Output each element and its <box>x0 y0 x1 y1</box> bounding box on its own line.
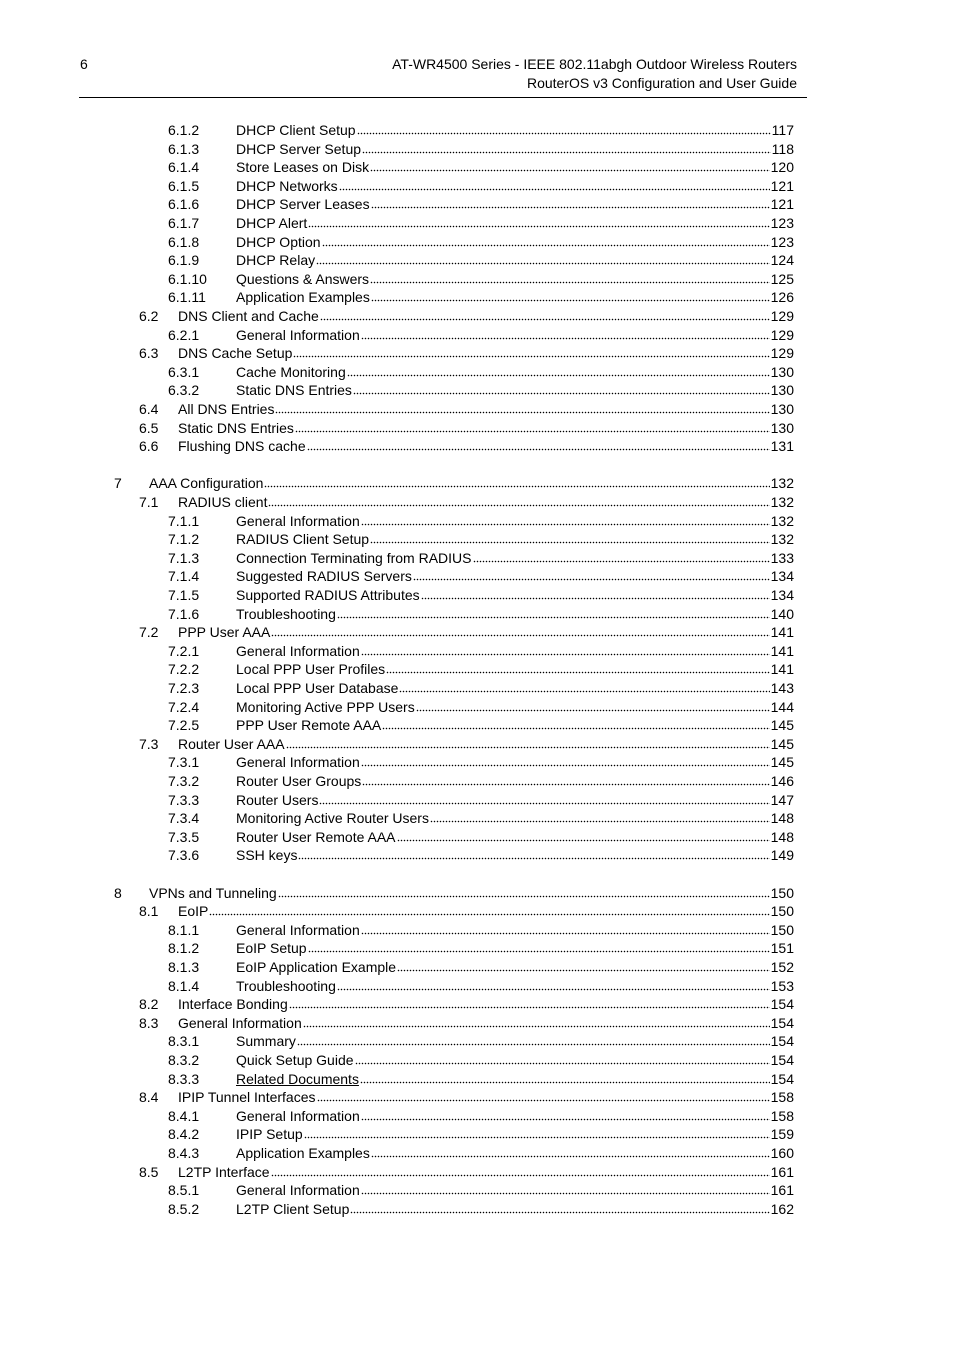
toc-entry[interactable] <box>168 233 794 251</box>
toc-entry-page: 123 <box>770 215 794 231</box>
toc-entry[interactable] <box>139 344 794 362</box>
toc-entry-number: 7.2.4 <box>168 699 200 715</box>
toc-entry-number: 8.4.3 <box>168 1145 200 1161</box>
toc-entry[interactable] <box>139 735 794 753</box>
toc-entry[interactable] <box>168 846 794 864</box>
toc-entry-page: 129 <box>770 327 794 343</box>
toc-entry-title: Monitoring Active PPP Users <box>236 699 415 715</box>
dot-leader <box>413 567 770 581</box>
toc-entry-title: Flushing DNS cache <box>178 438 306 454</box>
toc-entry[interactable] <box>114 474 794 492</box>
toc-entry-title: Local PPP User Database <box>236 680 399 696</box>
toc-entry-number: 8.1.4 <box>168 978 200 994</box>
toc-entry-page: 146 <box>770 773 794 789</box>
toc-entry-number: 8.4 <box>139 1089 159 1105</box>
toc-entry-title: DHCP Client Setup <box>236 122 356 138</box>
toc-entry[interactable] <box>139 1163 794 1181</box>
toc-entry-number: 7.3.3 <box>168 792 200 808</box>
toc-entry[interactable] <box>168 530 794 548</box>
toc-entry[interactable] <box>139 1014 794 1032</box>
toc-entry-page: 154 <box>770 1015 794 1031</box>
toc-entry[interactable] <box>168 1051 794 1069</box>
toc-entry-title: DHCP Option <box>236 234 321 250</box>
dot-leader <box>357 121 771 135</box>
dot-leader <box>303 1014 770 1028</box>
dot-leader <box>293 344 769 358</box>
toc-entry-title: Local PPP User Profiles <box>236 661 386 677</box>
dot-leader <box>295 419 770 433</box>
dot-leader <box>317 1088 770 1102</box>
toc-entry[interactable] <box>168 921 794 939</box>
toc-entry-number: 8.3.3 <box>168 1071 200 1087</box>
toc-entry-title: Store Leases on Disk <box>236 159 370 175</box>
dot-leader <box>361 753 770 767</box>
dot-leader <box>339 177 770 191</box>
toc-entry-number: 7.2.1 <box>168 643 200 659</box>
toc-entry-title: General Information <box>236 754 360 770</box>
toc-entry-number: 7.1 <box>139 494 159 510</box>
header-rule <box>79 97 807 98</box>
toc-entry[interactable] <box>168 1144 794 1162</box>
toc-entry-page: 130 <box>770 382 794 398</box>
toc-entry-title: Router User Groups <box>236 773 362 789</box>
toc-entry-title: General Information <box>236 1182 360 1198</box>
toc-entry-number: 7.3.1 <box>168 754 200 770</box>
dot-leader <box>347 363 770 377</box>
toc-entry-title: RADIUS Client Setup <box>236 531 370 547</box>
toc-entry[interactable] <box>168 791 794 809</box>
toc-entry[interactable] <box>168 549 794 567</box>
toc-entry[interactable] <box>168 326 794 344</box>
toc-entry[interactable] <box>139 623 794 641</box>
toc-entry-title: Router User Remote AAA <box>236 829 396 845</box>
toc-entry-title: RADIUS client <box>178 494 268 510</box>
toc-entry-number: 6.1.5 <box>168 178 200 194</box>
toc-entry[interactable] <box>168 1181 794 1199</box>
dot-leader <box>362 772 769 786</box>
toc-entry-number: 8.1.3 <box>168 959 200 975</box>
toc-entry-number: 8.5.1 <box>168 1182 200 1198</box>
toc-entry-title: Supported RADIUS Attributes <box>236 587 420 603</box>
toc-entry[interactable] <box>168 177 794 195</box>
toc-entry-page: 132 <box>770 494 794 510</box>
toc-entry[interactable] <box>168 1032 794 1050</box>
toc-entry[interactable] <box>168 512 794 530</box>
toc-entry-page: 129 <box>770 345 794 361</box>
toc-entry-number: 6.2 <box>139 308 159 324</box>
dot-leader <box>430 809 770 823</box>
toc-entry-link[interactable]: Related Documents <box>236 1071 359 1087</box>
toc-entry[interactable] <box>168 828 794 846</box>
toc-entry-number: 8.1 <box>139 903 159 919</box>
toc-entry[interactable] <box>168 195 794 213</box>
page-number: 6 <box>80 56 88 72</box>
toc-entry-page: 152 <box>770 959 794 975</box>
toc-entry[interactable] <box>168 1200 794 1218</box>
dot-leader <box>271 623 769 637</box>
toc-entry-page: 140 <box>770 606 794 622</box>
toc-entry[interactable] <box>168 586 794 604</box>
toc-entry[interactable] <box>168 1125 794 1143</box>
toc-entry[interactable] <box>168 605 794 623</box>
dot-leader <box>350 1200 769 1214</box>
toc-entry-number: 6.4 <box>139 401 159 417</box>
toc-entry-title: DNS Cache Setup <box>178 345 293 361</box>
toc-entry-number: 7.1.5 <box>168 587 200 603</box>
toc-entry-number: 7.1.2 <box>168 531 200 547</box>
toc-entry-title: L2TP Interface <box>178 1164 270 1180</box>
toc-entry-number: 7.1.4 <box>168 568 200 584</box>
toc-entry-number: 6.6 <box>139 438 159 454</box>
toc-entry-number: 6.1.10 <box>168 271 207 287</box>
toc-entry-page: 145 <box>770 736 794 752</box>
toc-entry-page: 144 <box>770 699 794 715</box>
dot-leader <box>382 716 769 730</box>
document-title: AT-WR4500 Series - IEEE 802.11abgh Outdoor Wireless Routers <box>392 56 797 72</box>
toc-entry-page: 154 <box>770 1033 794 1049</box>
toc-entry-title: General Information <box>236 513 360 529</box>
toc-entry-title: Cache Monitoring <box>236 364 346 380</box>
toc-entry[interactable] <box>168 679 794 697</box>
toc-entry-page: 150 <box>770 903 794 919</box>
dot-leader <box>421 586 770 600</box>
toc-entry-page: 153 <box>770 978 794 994</box>
dot-leader <box>371 1144 770 1158</box>
dot-leader <box>362 140 771 154</box>
toc-entry-title: DHCP Server Setup <box>236 141 362 157</box>
toc-entry-page: 143 <box>770 680 794 696</box>
dot-leader <box>353 381 770 395</box>
toc-entry-title: IPIP Tunnel Interfaces <box>178 1089 316 1105</box>
toc-entry-page: 154 <box>770 996 794 1012</box>
toc-entry-number: 6.3.1 <box>168 364 200 380</box>
toc-entry-title: Connection Terminating from RADIUS <box>236 550 472 566</box>
toc-entry-number: 6.5 <box>139 420 159 436</box>
toc-entry[interactable] <box>139 1088 794 1106</box>
toc-entry-page: 145 <box>770 754 794 770</box>
dot-leader <box>316 251 770 265</box>
dot-leader <box>386 660 770 674</box>
toc-entry-title: Router User AAA <box>178 736 285 752</box>
toc-entry-title: General Information <box>236 643 360 659</box>
toc-entry-page: 131 <box>770 438 794 454</box>
toc-entry[interactable] <box>139 493 794 511</box>
toc-entry-page: 141 <box>770 624 794 640</box>
toc-entry-title: DNS Client and Cache <box>178 308 319 324</box>
toc-entry-page: 147 <box>770 792 794 808</box>
toc-entry[interactable] <box>168 958 794 976</box>
toc-entry-number: 8.3.1 <box>168 1033 200 1049</box>
dot-leader <box>361 921 770 935</box>
dot-leader <box>308 214 769 228</box>
toc-entry-title: Static DNS Entries <box>178 420 294 436</box>
dot-leader <box>399 679 769 693</box>
toc-entry-number: 6.1.8 <box>168 234 200 250</box>
toc-entry-number: 8.4.2 <box>168 1126 200 1142</box>
toc-entry-page: 125 <box>770 271 794 287</box>
toc-entry[interactable] <box>168 660 794 678</box>
toc-entry-page: 151 <box>770 940 794 956</box>
toc-entry-title: EoIP Setup <box>236 940 307 956</box>
toc-entry-title: DHCP Alert <box>236 215 308 231</box>
toc-entry-number: 7.2.2 <box>168 661 200 677</box>
toc-entry[interactable] <box>168 772 794 790</box>
toc-entry[interactable] <box>168 363 794 381</box>
toc-entry-number: 8.1.2 <box>168 940 200 956</box>
dot-leader <box>337 977 770 991</box>
dot-leader <box>319 791 769 805</box>
toc-entry-page: 121 <box>770 178 794 194</box>
toc-entry-page: 118 <box>771 141 794 157</box>
toc-entry-number: 8.5 <box>139 1164 159 1180</box>
toc-entry-page: 133 <box>770 550 794 566</box>
toc-entry-page: 154 <box>770 1052 794 1068</box>
toc-entry[interactable] <box>168 381 794 399</box>
dot-leader <box>289 995 770 1009</box>
toc-entry[interactable] <box>139 437 794 455</box>
dot-leader <box>397 828 770 842</box>
toc-entry-title: General Information <box>178 1015 302 1031</box>
dot-leader <box>264 474 769 488</box>
dot-leader <box>370 530 770 544</box>
toc-entry-page: 161 <box>770 1164 794 1180</box>
toc-entry-number: 8.5.2 <box>168 1201 200 1217</box>
toc-entry-number: 7 <box>114 475 122 491</box>
toc-entry-title: Troubleshooting <box>236 606 336 622</box>
toc-entry[interactable] <box>168 251 794 269</box>
dot-leader <box>370 158 770 172</box>
toc-entry[interactable] <box>168 977 794 995</box>
toc-entry-title: VPNs and Tunneling <box>149 885 277 901</box>
toc-entry-number: 8.3 <box>139 1015 159 1031</box>
toc-entry-number: 6.1.11 <box>168 289 206 305</box>
dot-leader <box>361 642 770 656</box>
toc-entry-page: 162 <box>770 1201 794 1217</box>
toc-entry-title: Suggested RADIUS Servers <box>236 568 412 584</box>
toc-entry-number: 7.1.3 <box>168 550 200 566</box>
toc-entry-page: 150 <box>770 922 794 938</box>
toc-entry-page: 158 <box>770 1108 794 1124</box>
dot-leader <box>473 549 770 563</box>
toc-entry-number: 6.1.2 <box>168 122 200 138</box>
toc-entry-title: PPP User Remote AAA <box>236 717 382 733</box>
dot-leader <box>320 307 770 321</box>
toc-entry-title: Monitoring Active Router Users <box>236 810 429 826</box>
toc-entry[interactable] <box>168 809 794 827</box>
toc-entry[interactable] <box>168 939 794 957</box>
toc-entry-page: 141 <box>770 661 794 677</box>
toc-entry-page: 123 <box>770 234 794 250</box>
dot-leader <box>298 846 769 860</box>
toc-entry[interactable] <box>139 902 794 920</box>
toc-entry-number: 8.3.2 <box>168 1052 200 1068</box>
toc-entry[interactable] <box>139 995 794 1013</box>
toc-entry-number: 7.2.3 <box>168 680 200 696</box>
toc-entry-title: EoIP Application Example <box>236 959 397 975</box>
toc-entry-page: 126 <box>770 289 794 305</box>
dot-leader <box>275 400 769 414</box>
toc-entry-number: 7.3.5 <box>168 829 200 845</box>
toc-entry-number: 7.2.5 <box>168 717 200 733</box>
toc-entry-title: Application Examples <box>236 1145 370 1161</box>
toc-entry-number: 6.1.3 <box>168 141 200 157</box>
toc-entry-page: 129 <box>770 308 794 324</box>
toc-entry-title: PPP User AAA <box>178 624 271 640</box>
toc-entry-title: General Information <box>236 922 360 938</box>
toc-entry-title: Troubleshooting <box>236 978 336 994</box>
toc-entry-page: 132 <box>770 531 794 547</box>
document-subtitle: RouterOS v3 Configuration and User Guide <box>526 75 797 91</box>
dot-leader <box>416 698 770 712</box>
dot-leader <box>271 1163 770 1177</box>
toc-entry-page: 130 <box>770 420 794 436</box>
toc-entry[interactable] <box>168 270 794 288</box>
dot-leader <box>268 493 769 507</box>
page-header <box>0 0 954 100</box>
toc-entry-title: SSH keys <box>236 847 298 863</box>
toc-entry[interactable] <box>168 214 794 232</box>
dot-leader <box>371 288 770 302</box>
toc-entry-number: 7.1.6 <box>168 606 200 622</box>
toc-entry-title: DHCP Server Leases <box>236 196 370 212</box>
dot-leader <box>370 270 770 284</box>
toc-entry-number: 7.3.6 <box>168 847 200 863</box>
toc-entry-title: All DNS Entries <box>178 401 275 417</box>
dot-leader <box>361 1107 770 1121</box>
toc-entry-page: 160 <box>770 1145 794 1161</box>
toc-entry[interactable] <box>168 288 794 306</box>
toc-entry-page: 130 <box>770 401 794 417</box>
toc-entry[interactable] <box>114 884 794 902</box>
toc-entry-number: 6.3 <box>139 345 159 361</box>
toc-entry[interactable] <box>168 1070 794 1088</box>
dot-leader <box>361 1181 770 1195</box>
toc-entry-page: 134 <box>770 587 794 603</box>
toc-entry[interactable] <box>168 1107 794 1125</box>
toc-entry-page: 148 <box>770 829 794 845</box>
toc-entry-page: 132 <box>770 513 794 529</box>
toc-entry[interactable] <box>139 307 794 325</box>
dot-leader <box>278 884 770 898</box>
toc-entry-title: Summary <box>236 1033 296 1049</box>
toc-entry-number: 7.3.2 <box>168 773 200 789</box>
toc-entry-title: Static DNS Entries <box>236 382 352 398</box>
toc-entry[interactable] <box>168 140 794 158</box>
dot-leader <box>397 958 770 972</box>
toc-entry[interactable] <box>168 158 794 176</box>
dot-leader <box>307 437 770 451</box>
toc-entry-page: 117 <box>771 122 794 138</box>
toc-entry-title: DHCP Relay <box>236 252 316 268</box>
toc-entry-number: 7.3.4 <box>168 810 200 826</box>
toc-entry-title: General Information <box>236 327 360 343</box>
toc-entry-number: 6.1.4 <box>168 159 200 175</box>
toc-entry[interactable] <box>168 716 794 734</box>
toc-entry-title: DHCP Networks <box>236 178 338 194</box>
dot-leader <box>209 902 769 916</box>
toc-entry-number: 7.2 <box>139 624 159 640</box>
dot-leader <box>308 939 770 953</box>
toc-entry-number: 6.3.2 <box>168 382 200 398</box>
toc-entry[interactable] <box>168 753 794 771</box>
toc-entry-number: 6.1.6 <box>168 196 200 212</box>
toc-entry-title: Quick Setup Guide <box>236 1052 354 1068</box>
toc-entry-title: Questions & Answers <box>236 271 370 287</box>
toc-entry[interactable] <box>168 567 794 585</box>
toc-entry[interactable] <box>139 400 794 418</box>
toc-entry-number: 7.3 <box>139 736 159 752</box>
toc-entry-page: 130 <box>770 364 794 380</box>
toc-entry-title: EoIP <box>178 903 209 919</box>
dot-leader <box>297 1032 770 1046</box>
toc-entry-page: 149 <box>770 847 794 863</box>
toc-entry[interactable] <box>139 419 794 437</box>
toc-entry-page: 154 <box>770 1071 794 1087</box>
toc-entry-page: 159 <box>770 1126 794 1142</box>
toc-entry-page: 141 <box>770 643 794 659</box>
toc-entry-title: Interface Bonding <box>178 996 288 1012</box>
toc-entry-title: Router Users <box>236 792 319 808</box>
toc-entry-number: 6.1.7 <box>168 215 200 231</box>
toc-entry-number: 8 <box>114 885 122 901</box>
toc-entry-title: General Information <box>236 1108 360 1124</box>
toc-entry-page: 132 <box>770 475 794 491</box>
toc-entry-title: AAA Configuration <box>149 475 264 491</box>
toc-entry-number: 8.1.1 <box>168 922 200 938</box>
toc-entry-number: 6.1.9 <box>168 252 200 268</box>
toc-entry[interactable] <box>168 642 794 660</box>
toc-entry-title: Application Examples <box>236 289 370 305</box>
toc-entry-page: 120 <box>770 159 794 175</box>
dot-leader <box>304 1125 770 1139</box>
dot-leader <box>361 512 770 526</box>
toc-entry-number: 8.2 <box>139 996 159 1012</box>
dot-leader <box>337 605 770 619</box>
toc-entry-page: 148 <box>770 810 794 826</box>
toc-entry-page: 145 <box>770 717 794 733</box>
dot-leader <box>286 735 770 749</box>
dot-leader <box>360 1070 770 1084</box>
toc-entry-title: L2TP Client Setup <box>236 1201 350 1217</box>
dot-leader <box>355 1051 770 1065</box>
toc-entry-page: 121 <box>770 196 794 212</box>
dot-leader <box>371 195 770 209</box>
toc-entry-page: 158 <box>770 1089 794 1105</box>
toc-entry[interactable] <box>168 121 794 139</box>
toc-entry-number: 8.4.1 <box>168 1108 200 1124</box>
toc-entry-title: IPIP Setup <box>236 1126 303 1142</box>
toc-entry[interactable] <box>168 698 794 716</box>
toc-entry-page: 124 <box>770 252 794 268</box>
dot-leader <box>322 233 770 247</box>
dot-leader <box>361 326 770 340</box>
toc-entry-page: 161 <box>770 1182 794 1198</box>
toc-entry-page: 134 <box>770 568 794 584</box>
toc-entry-number: 6.2.1 <box>168 327 200 343</box>
toc-entry-page: 150 <box>770 885 794 901</box>
toc-entry-number: 7.1.1 <box>168 513 200 529</box>
